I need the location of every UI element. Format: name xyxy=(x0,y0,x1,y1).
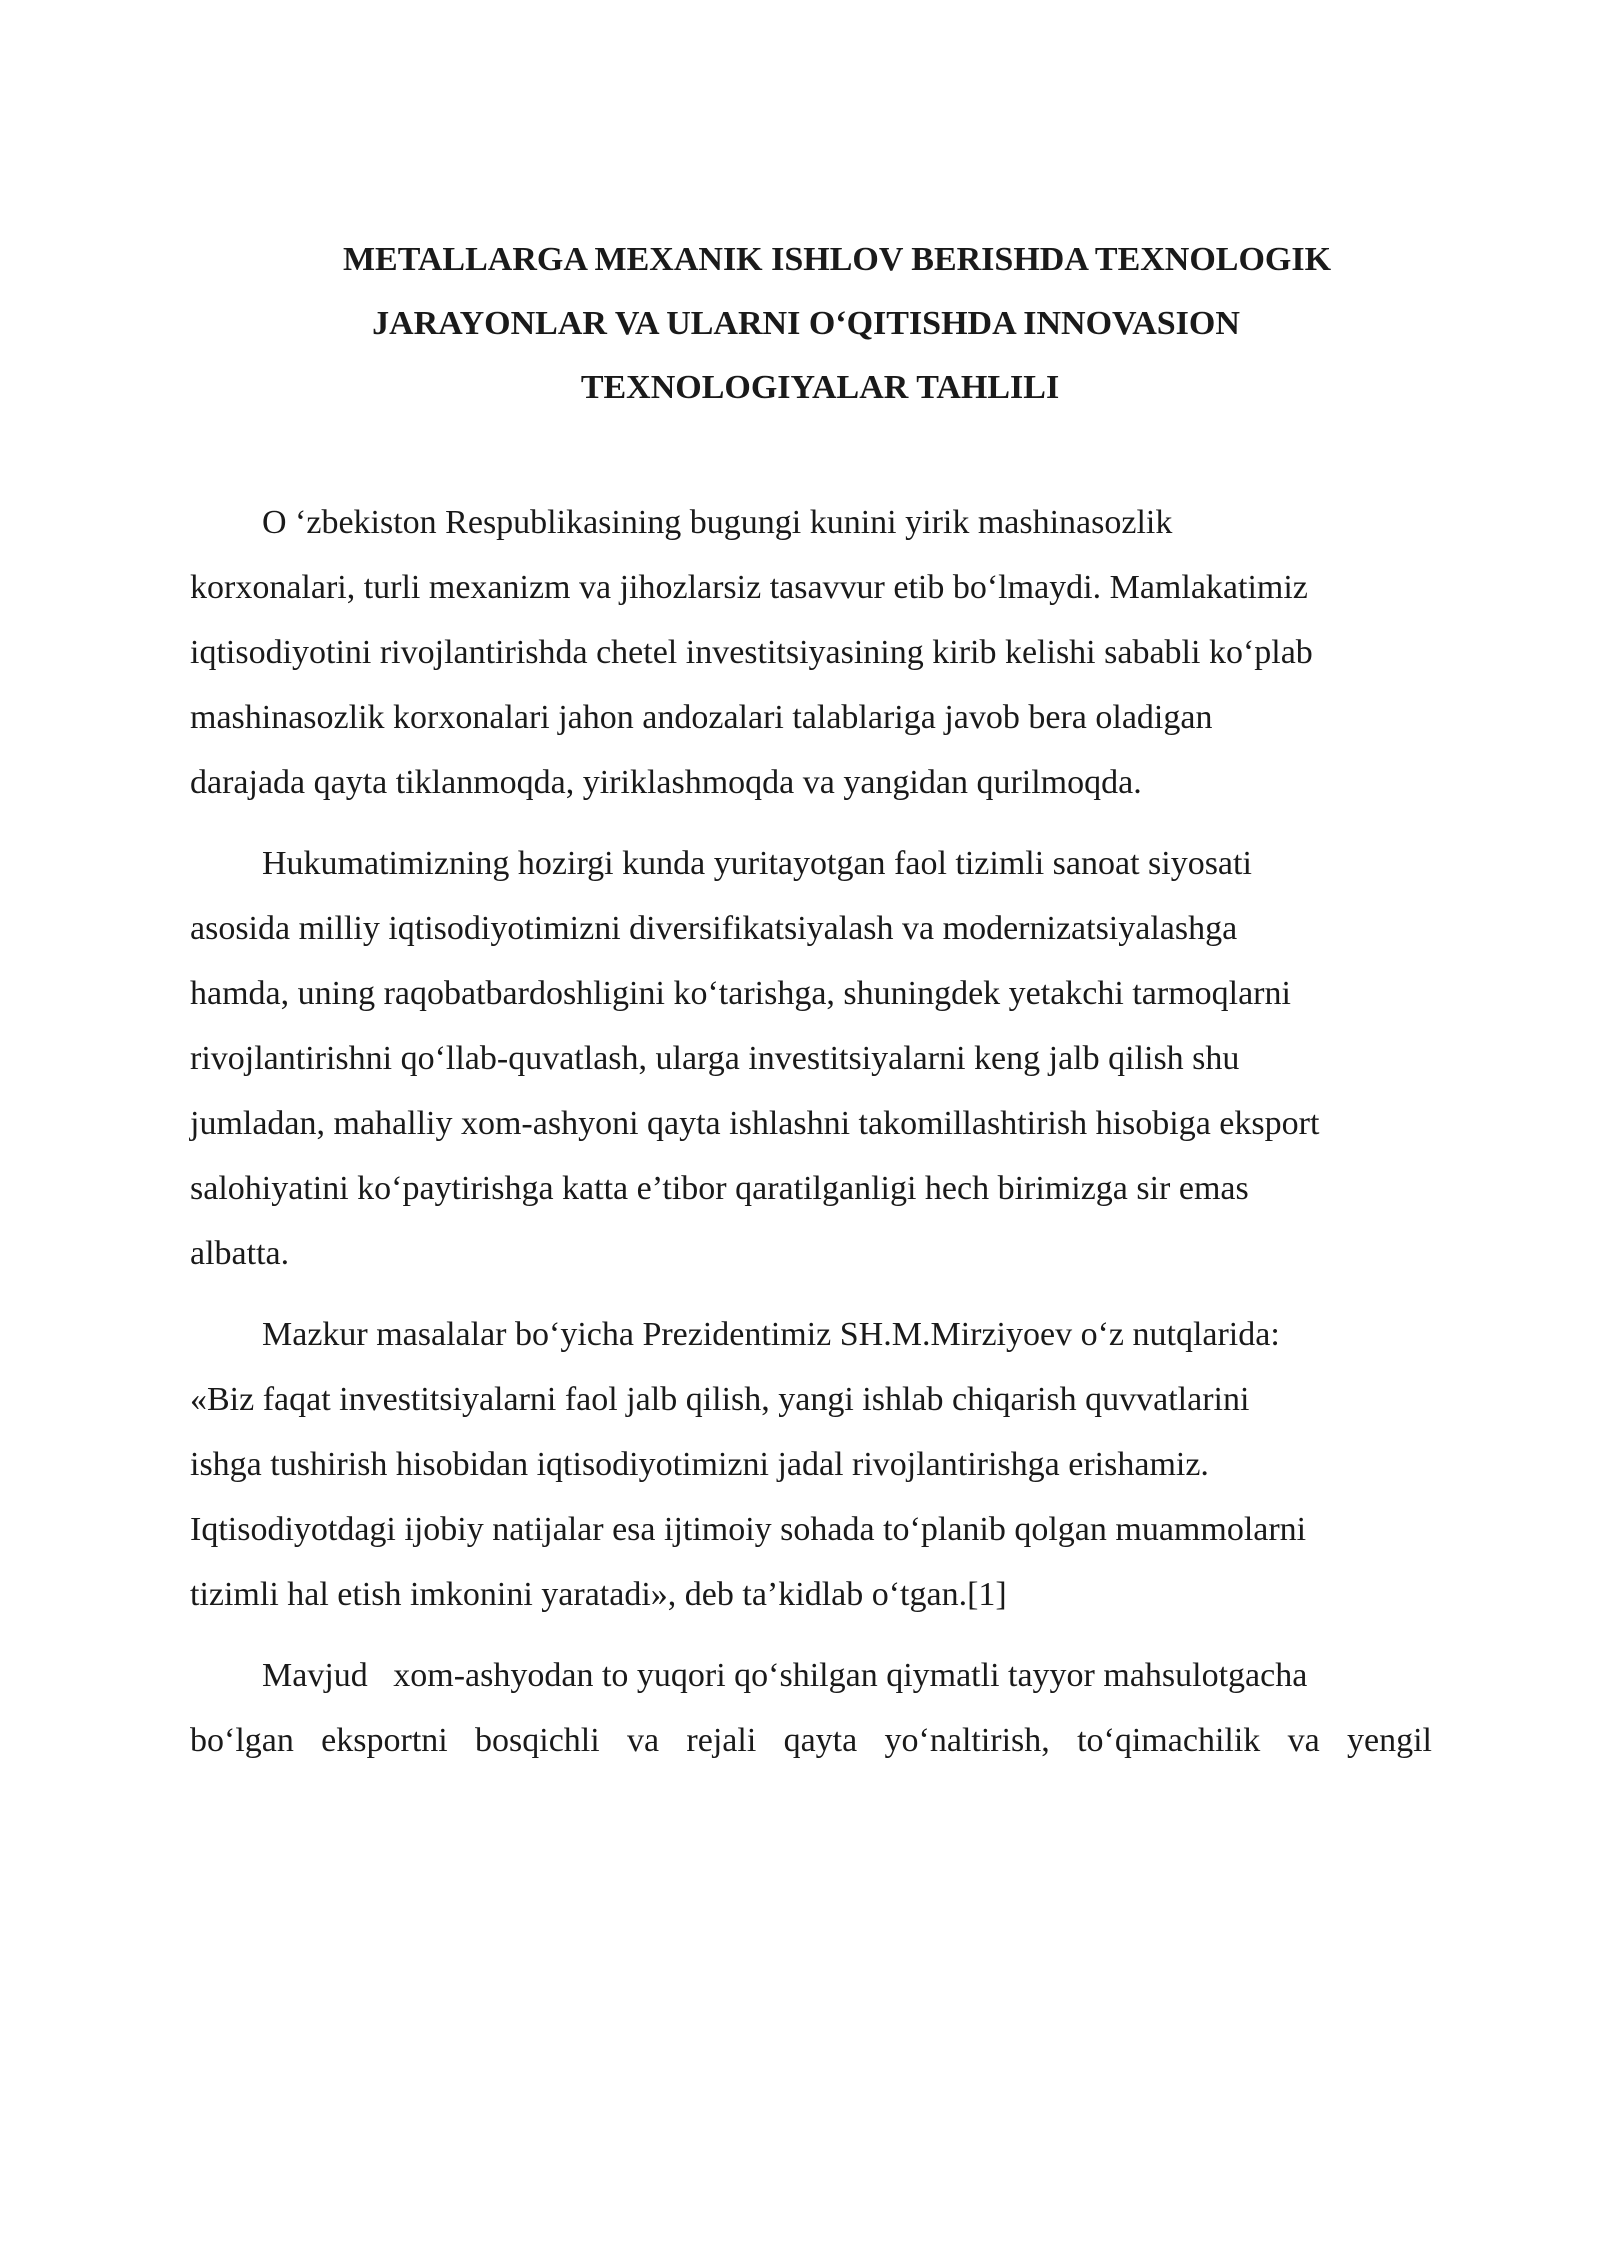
paragraph-line: asosida milliy iqtisodiyotimizni diversifikatsiyalash va modernizatsiyalashga xyxy=(190,910,1238,947)
paragraph-line: Iqtisodiyotdagi ijobiy natijalar esa ijtimoiy sohada to‘planib qolgan muammolarni xyxy=(190,1511,1307,1548)
paragraph-4 xyxy=(190,1643,1432,1773)
paragraph-line: ishga tushirish hisobidan iqtisodiyotimizni jadal rivojlantirishga erishamiz. xyxy=(190,1446,1209,1483)
paragraph-line: iqtisodiyotini rivojlantirishda chetel investitsiyasining kirib kelishi sababli ko‘plab xyxy=(190,634,1313,671)
paragraph-line: tizimli hal etish imkonini yaratadi», deb ta’kidlab o‘tgan.[1] xyxy=(190,1576,1007,1613)
title-line-1: METALLARGA MEXANIK ISHLOV BERISHDA TEXNOLOGIK xyxy=(342,241,1332,278)
paragraph-line: bo‘lgan eksportni bosqichli va rejali qayta yo‘naltirish, to‘qimachilik va yengil xyxy=(190,1722,1432,1759)
paragraph-line: jumladan, mahalliy xom-ashyoni qayta ishlashni takomillashtirish hisobiga eksport xyxy=(190,1105,1320,1142)
document-body xyxy=(190,490,1432,1789)
paragraph-line: mashinasozlik korxonalari jahon andozalari talablariga javob bera oladigan xyxy=(190,699,1213,736)
paragraph-1 xyxy=(190,490,1432,815)
paragraph-line: Mazkur masalalar bo‘yicha Prezidentimiz SH.M.Mirziyoev o‘z nutqlarida: xyxy=(262,1316,1280,1353)
paragraph-line: hamda, uning raqobatbardoshligini ko‘tarishga, shuningdek yetakchi tarmoqlarni xyxy=(190,975,1291,1012)
paragraph-line: Hukumatimizning hozirgi kunda yuritayotgan faol tizimli sanoat siyosati xyxy=(262,845,1252,882)
title-line-3: TEXNOLOGIYALAR TAHLILI xyxy=(580,369,1060,406)
paragraph-line: salohiyatini ko‘paytirishga katta e’tibor qaratilganligi hech birimizga sir emas xyxy=(190,1170,1249,1207)
paragraph-line: korxonalari, turli mexanizm va jihozlarsiz tasavvur etib bo‘lmaydi. Mamlakatimiz xyxy=(190,569,1308,606)
title-line-2: JARAYONLAR VA ULARNI O‘QITISHDA INNOVASION xyxy=(372,305,1240,342)
paragraph-line: «Biz faqat investitsiyalarni faol jalb qilish, yangi ishlab chiqarish quvvatlarini xyxy=(190,1381,1250,1418)
paragraph-line: albatta. xyxy=(190,1235,290,1272)
paragraph-line: Mavjud xom-ashyodan to yuqori qo‘shilgan qiymatli tayyor mahsulotgacha xyxy=(262,1657,1308,1694)
paragraph-line: darajada qayta tiklanmoqda, yiriklashmoqda va yangidan qurilmoqda. xyxy=(190,764,1142,801)
document-title xyxy=(190,228,1450,420)
paragraph-line: rivojlantirishni qo‘llab-quvatlash, ularga investitsiyalarni keng jalb qilish shu xyxy=(190,1040,1240,1077)
paragraph-3 xyxy=(190,1302,1432,1627)
paragraph-line: O ‘zbekiston Respublikasining bugungi kunini yirik mashinasozlik xyxy=(262,504,1173,541)
paragraph-2 xyxy=(190,831,1432,1286)
